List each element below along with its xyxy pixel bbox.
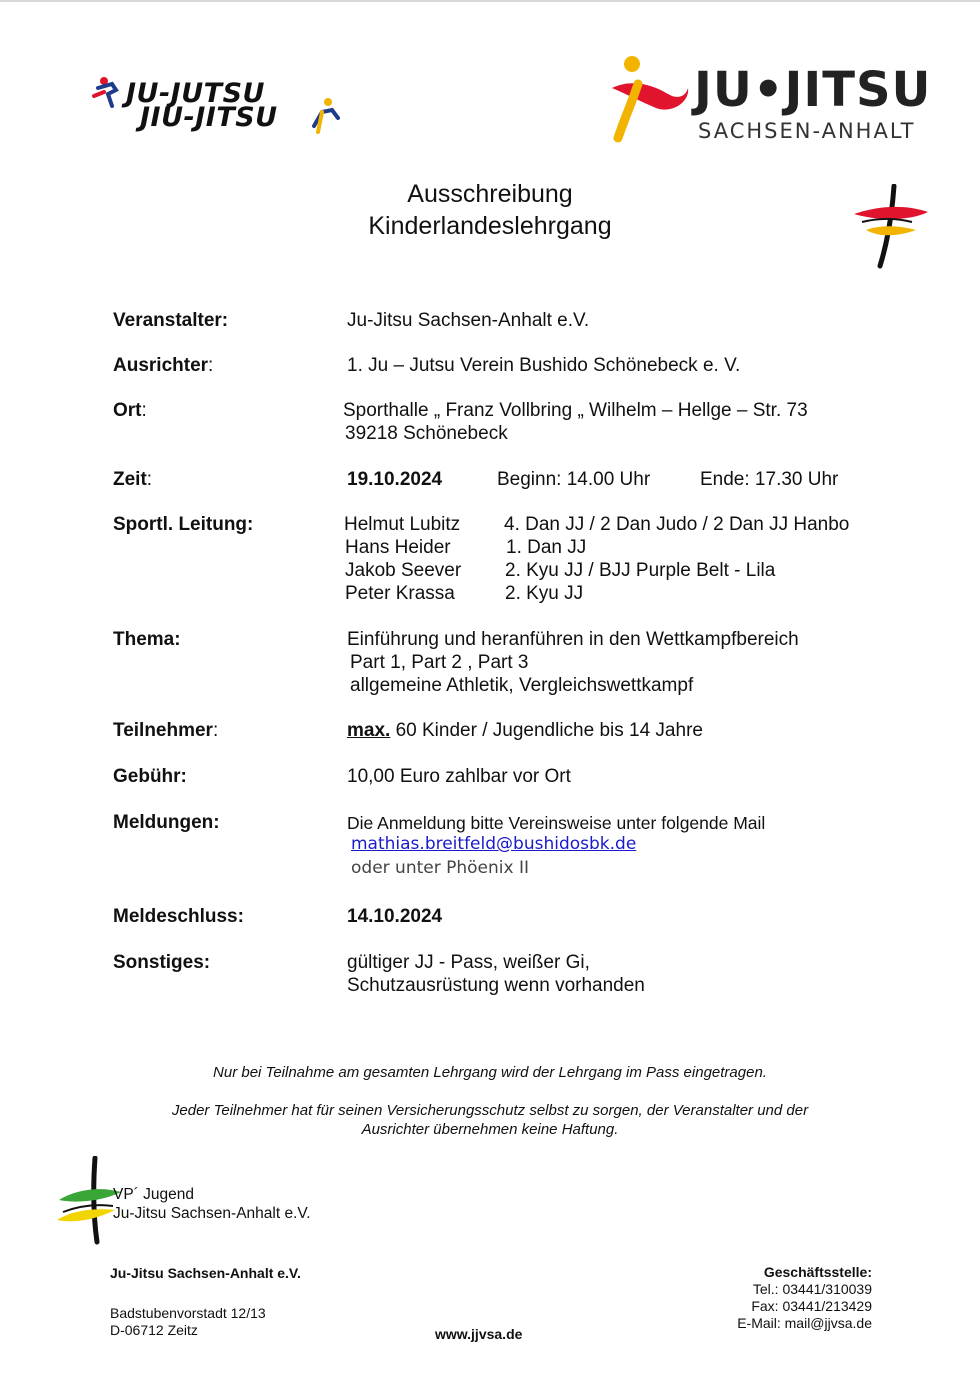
figure-icon <box>90 74 130 114</box>
logo-subtitle: SACHSEN-ANHALT <box>698 119 916 143</box>
footer-city: D-06712 Zeitz <box>110 1322 198 1338</box>
note-pass: Nur bei Teilnahme am gesamten Lehrgang wird der Lehrgang im Pass eingetragen. <box>213 1064 767 1081</box>
value-sonstiges-line1: gültiger JJ - Pass, weißer Gi, <box>347 952 590 973</box>
value-meldungen-text: Die Anmeldung bitte Vereinsweise unter folgende Mail <box>347 813 766 833</box>
value-ausrichter: 1. Ju – Jutsu Verein Bushido Schönebeck e. V. <box>347 355 741 376</box>
ju-jitsu-sachsen-anhalt-logo <box>608 52 938 147</box>
page-top-border <box>0 0 980 2</box>
leader-grade: 4. Dan JJ / 2 Dan Judo / 2 Dan JJ Hanbo <box>504 514 850 535</box>
value-gebuehr: 10,00 Euro zahlbar vor Ort <box>347 766 571 787</box>
leader-grade: 2. Kyu JJ <box>505 583 584 604</box>
value-zeit-begin: Beginn: 14.00 Uhr <box>497 469 651 490</box>
label-meldeschluss: Meldeschluss: <box>113 906 244 927</box>
footer-website-link[interactable]: www.jjvsa.de <box>435 1326 523 1342</box>
leader-name: Helmut Lubitz <box>344 514 461 535</box>
footer-tel: Tel.: 03441/310039 <box>752 1281 872 1297</box>
footer-email[interactable]: E-Mail: mail@jjvsa.de <box>737 1315 872 1331</box>
value-meldungen-alt: oder unter Phöenix II <box>351 858 529 878</box>
value-zeit-date: 19.10.2024 <box>347 469 443 490</box>
signature-role: VP´ Jugend <box>113 1186 194 1203</box>
label-meldungen: Meldungen: <box>113 812 220 833</box>
note-insurance-line1: Jeder Teilnehmer hat für seinen Versicherungsschutz selbst zu sorgen, der Veranstalter und der <box>171 1102 809 1119</box>
label-sonstiges: Sonstiges: <box>113 952 211 973</box>
value-sonstiges-line2: Schutzausrüstung wenn vorhanden <box>347 975 645 996</box>
label-ausrichter: Ausrichter: <box>113 355 214 376</box>
footer-fax: Fax: 03441/213429 <box>751 1298 872 1314</box>
document-title: Ausschreibung <box>407 180 573 208</box>
figure-icon <box>308 96 344 136</box>
value-meldeschluss: 14.10.2024 <box>347 906 443 927</box>
value-teilnehmer: max. 60 Kinder / Jugendliche bis 14 Jahre <box>347 720 703 741</box>
leader-name: Hans Heider <box>345 537 451 558</box>
logo-title: JU•JITSU <box>694 62 932 118</box>
label-zeit: Zeit: <box>113 469 153 490</box>
leader-grade: 1. Dan JJ <box>506 537 587 558</box>
label-veranstalter: Veranstalter: <box>113 310 229 331</box>
logo-text-ju-jutsu: JU-JUTSU <box>126 78 265 109</box>
footer-org: Ju-Jitsu Sachsen-Anhalt e.V. <box>110 1265 301 1281</box>
leader-name: Peter Krassa <box>345 583 455 604</box>
value-veranstalter: Ju-Jitsu Sachsen-Anhalt e.V. <box>347 310 590 331</box>
signature-org: Ju-Jitsu Sachsen-Anhalt e.V. <box>113 1205 311 1222</box>
label-ort: Ort: <box>113 400 147 421</box>
label-teilnehmer: Teilnehmer: <box>113 720 219 741</box>
value-thema-line3: allgemeine Athletik, Vergleichswettkampf <box>350 675 694 696</box>
label-sportl-leitung: Sportl. Leitung: <box>113 514 254 535</box>
max-label: max. <box>347 720 391 741</box>
value-zeit-end: Ende: 17.30 Uhr <box>700 469 839 490</box>
value-thema-line2: Part 1, Part 2 , Part 3 <box>350 652 529 673</box>
footer-street: Badstubenvorstadt 12/13 <box>110 1305 266 1321</box>
leader-name: Jakob Seever <box>345 560 462 581</box>
value-thema-line1: Einführung und heranführen in den Wettkampfbereich <box>347 629 799 650</box>
athlete-icon <box>608 54 698 144</box>
note-insurance-line2: Ausrichter übernehmen keine Haftung. <box>361 1121 619 1138</box>
value-ort-street: Sporthalle „ Franz Vollbring „ Wilhelm – Hellge – Str. 73 <box>343 400 808 421</box>
email-link[interactable]: mathias.breitfeld@bushidosbk.de <box>351 834 637 854</box>
leader-grade: 2. Kyu JJ / BJJ Purple Belt - Lila <box>505 560 776 581</box>
logo-text-jiu-jitsu: JIU-JITSU <box>140 102 278 133</box>
label-thema: Thema: <box>113 629 181 650</box>
ju-jutsu-logo <box>90 70 350 140</box>
label-gebuehr: Gebühr: <box>113 766 187 787</box>
document-subtitle: Kinderlandeslehrgang <box>368 212 612 240</box>
value-ort-city: 39218 Schönebeck <box>345 423 508 444</box>
footer-office-title: Geschäftsstelle: <box>763 1264 872 1280</box>
